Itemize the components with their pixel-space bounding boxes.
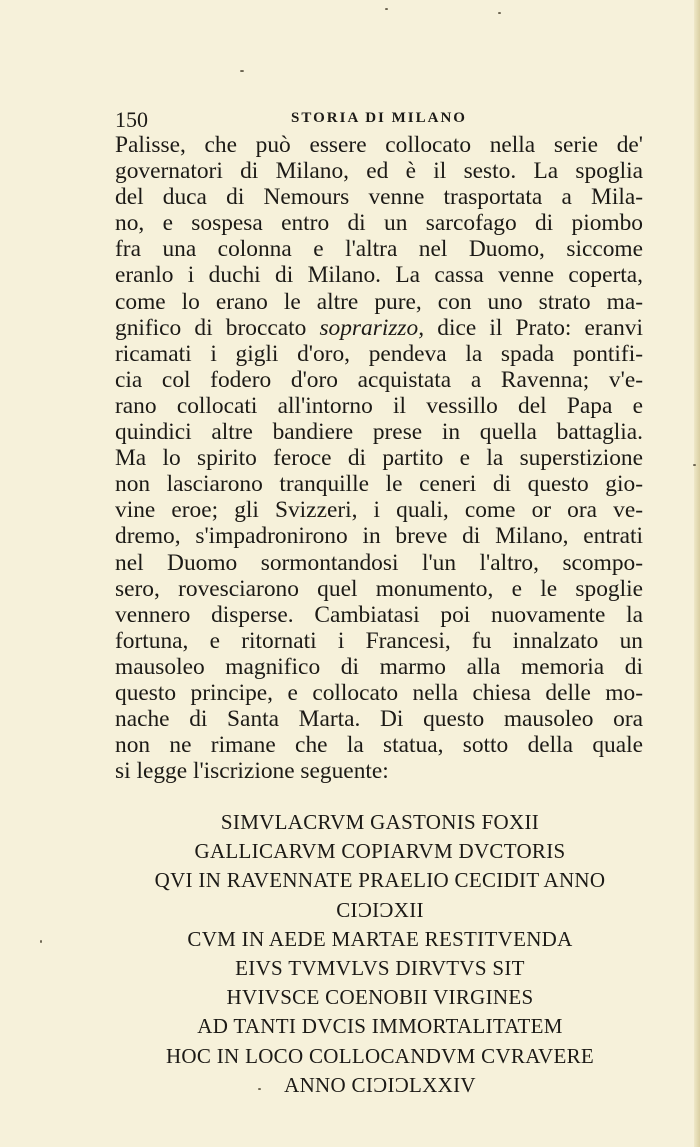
inscription-line: ANNO CIƆIƆLXXIV bbox=[284, 1072, 476, 1097]
italic-term: soprarizzo, bbox=[319, 314, 425, 341]
page-edge bbox=[694, 0, 700, 1147]
text-line: governatori di Milano, ed è il sesto. La spoglia bbox=[115, 158, 643, 185]
paper-speck bbox=[240, 70, 244, 72]
text-line: si legge l'iscrizione seguente: bbox=[115, 758, 389, 785]
text-line: rano collocati all'intorno il vessillo del Papa e bbox=[115, 392, 643, 419]
inscription-line: AD TANTI DVCIS IMMORTALITATEM bbox=[197, 1014, 563, 1039]
text-line: no, e sospesa entro di un sarcofago di piombo bbox=[115, 210, 643, 237]
inscription-line: CIƆIƆXII bbox=[336, 897, 424, 922]
paper-speck bbox=[693, 464, 696, 466]
paper-speck bbox=[385, 8, 388, 10]
body-text bbox=[115, 132, 643, 784]
page-header bbox=[115, 108, 643, 132]
text-line: eranlo i duchi di Milano. La cassa venne coperta, bbox=[115, 262, 643, 289]
text-line: questo principe, e collocato nella chiesa delle mo- bbox=[115, 679, 643, 706]
text-line: fortuna, e ritornati i Francesi, fu innalzato un bbox=[115, 627, 643, 654]
inscription-line: SIMVLACRVM GASTONIS FOXII bbox=[220, 810, 540, 834]
text-line: nache di Santa Marta. Di questo mausoleo ora bbox=[115, 706, 643, 733]
paper-speck bbox=[40, 940, 42, 943]
text-line: del duca di Nemours venne trasportata a Mila- bbox=[115, 184, 643, 211]
inscription-line: QVI IN RAVENNATE PRAELIO CECIDIT ANNO bbox=[154, 868, 606, 893]
text-line: gnifico di broccato soprarizzo, dice il Prato: eranvi bbox=[115, 314, 643, 341]
text-line: vine eroe; gli Svizzeri, i quali, come or ora ve- bbox=[115, 497, 643, 524]
text-line: non lasciarono tranquille le ceneri di questo gio- bbox=[115, 471, 643, 498]
text-line: cia col fodero d'oro acquistata a Ravenna; v'e- bbox=[115, 366, 643, 393]
text-line: dremo, s'impadronirono in breve di Milano, entrati bbox=[115, 523, 643, 550]
inscription-line: HOC IN LOCO COLLOCANDVM CVRAVERE bbox=[165, 1043, 595, 1068]
inscription bbox=[100, 808, 660, 1100]
text-line: ricamati i gigli d'oro, pendeva la spada pontifi- bbox=[115, 340, 643, 367]
inscription-line: EIVS TVMVLVS DIRVTVS SIT bbox=[235, 956, 525, 981]
text-line: Palisse, che può essere collocato nella serie de' bbox=[115, 132, 643, 158]
text-line: non ne rimane che la statua, sotto della quale bbox=[115, 732, 643, 759]
inscription-line: GALLICARVM COPIARVM DVCTORIS bbox=[194, 839, 566, 864]
inscription-line: HVIVSCE COENOBII VIRGINES bbox=[226, 985, 534, 1010]
running-title: STORIA DI MILANO bbox=[291, 110, 467, 126]
inscription-line: CVM IN AEDE MARTAE RESTITVENDA bbox=[187, 926, 573, 951]
text-line: quindici altre bandiere prese in quella battaglia. bbox=[115, 419, 643, 446]
text-line: nel Duomo sormontandosi l'un l'altro, scompo- bbox=[115, 549, 643, 576]
text-line: mausoleo magnifico di marmo alla memoria di bbox=[115, 653, 643, 680]
text-line: fra una colonna e l'altra nel Duomo, siccome bbox=[115, 236, 643, 263]
text-line: come lo erano le altre pure, con uno strato ma- bbox=[115, 288, 643, 315]
text-line: sero, rovesciarono quel monumento, e le spoglie bbox=[115, 575, 643, 602]
page-number: 150 bbox=[115, 107, 148, 132]
text-line: vennero disperse. Cambiatasi poi nuovamente la bbox=[115, 601, 643, 628]
paper-speck bbox=[498, 12, 501, 14]
text-line: Ma lo spirito feroce di partito e la superstizione bbox=[115, 445, 643, 472]
